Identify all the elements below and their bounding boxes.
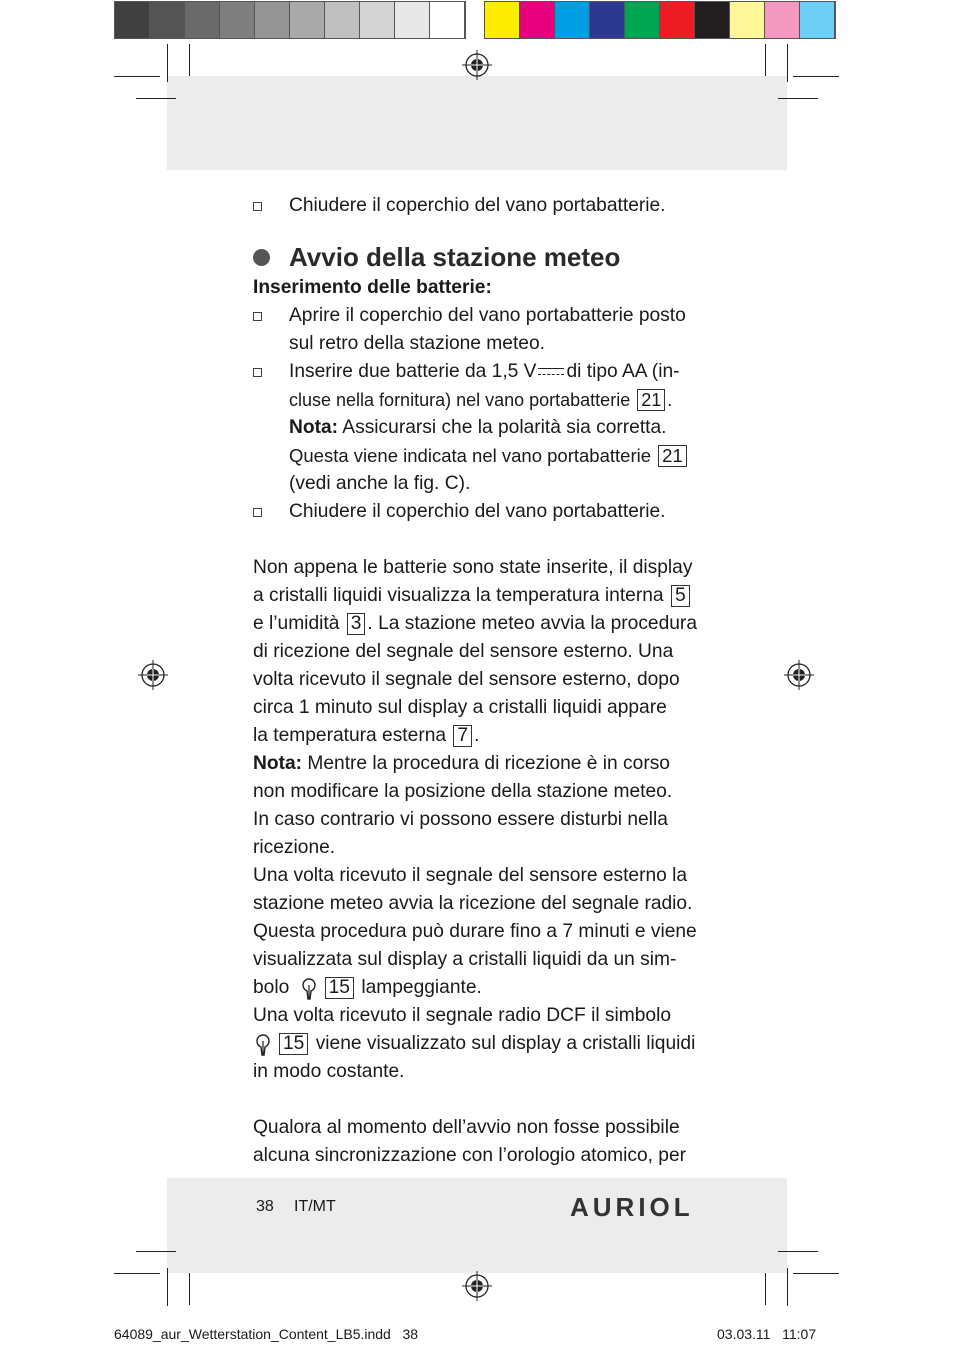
color-swatch bbox=[220, 2, 255, 38]
reference-number: 21 bbox=[658, 445, 687, 467]
color-swatch bbox=[150, 2, 185, 38]
color-swatch bbox=[115, 2, 150, 38]
color-swatch bbox=[660, 2, 695, 38]
checkbox-bullet-icon bbox=[253, 508, 262, 517]
footer-panel bbox=[167, 1178, 787, 1273]
list-item: Chiudere il coperchio del vano portabatterie. bbox=[253, 192, 713, 220]
color-swatch bbox=[485, 2, 520, 38]
reference-number: 15 bbox=[279, 1033, 308, 1055]
crop-mark bbox=[189, 44, 190, 76]
color-swatch bbox=[290, 2, 325, 38]
crop-mark bbox=[793, 1273, 839, 1274]
crop-mark bbox=[167, 1268, 168, 1306]
date-slug: 03.03.11 11:07 bbox=[717, 1326, 817, 1342]
paragraph: Qualora al momento dell’avvio non fosse possibile alcuna sincronizzazione con l’orologio atomico, per bbox=[253, 1117, 687, 1166]
file-slug: 64089_aur_Wetterstation_Content_LB5.indd 38 bbox=[114, 1326, 419, 1342]
crop-mark bbox=[114, 1273, 160, 1274]
crop-mark bbox=[167, 44, 168, 82]
crop-mark bbox=[114, 76, 160, 77]
registration-mark-icon bbox=[784, 660, 814, 690]
brand-logo: AURIOL bbox=[570, 1192, 694, 1222]
color-swatch bbox=[325, 2, 360, 38]
dc-voltage-icon bbox=[538, 365, 564, 379]
crop-mark bbox=[765, 1273, 766, 1305]
color-swatch bbox=[395, 2, 430, 38]
color-swatch bbox=[185, 2, 220, 38]
registration-mark-icon bbox=[462, 1271, 492, 1301]
page-content bbox=[253, 192, 713, 1170]
registration-mark-icon bbox=[462, 50, 492, 80]
crop-mark bbox=[787, 44, 788, 82]
color-swatch bbox=[360, 2, 395, 38]
crop-mark bbox=[765, 44, 766, 76]
color-swatch bbox=[430, 2, 465, 38]
gray-color-bar bbox=[114, 1, 466, 39]
color-swatch bbox=[800, 2, 835, 38]
color-swatch bbox=[255, 2, 290, 38]
page-number: 38 bbox=[256, 1198, 274, 1215]
crop-mark bbox=[136, 1251, 176, 1252]
crop-mark bbox=[793, 76, 839, 77]
color-swatch bbox=[765, 2, 800, 38]
list-item: Chiudere il coperchio del vano portabatterie. bbox=[253, 498, 713, 526]
color-swatch bbox=[555, 2, 590, 38]
reference-number: 21 bbox=[637, 389, 665, 411]
list-item: Inserire due batterie da 1,5 V di tipo AA (in- cluse nella fornitura) nel vano portabatterie 21 . Nota: Assicurarsi che la polarità sia corretta. Questa viene indicata nel vano portabatterie 21 (vedi anche la fig. C). bbox=[253, 358, 713, 498]
color-swatch bbox=[590, 2, 625, 38]
bullet-dot-icon bbox=[253, 249, 270, 266]
reference-number: 7 bbox=[453, 725, 472, 747]
crop-mark bbox=[189, 1273, 190, 1305]
language-code: IT/MT bbox=[294, 1198, 336, 1215]
antenna-signal-icon bbox=[253, 1032, 273, 1056]
checkbox-bullet-icon bbox=[253, 202, 262, 211]
checkbox-bullet-icon bbox=[253, 312, 262, 321]
process-color-bar bbox=[484, 1, 836, 39]
color-swatch bbox=[695, 2, 730, 38]
crop-mark bbox=[778, 98, 818, 99]
crop-mark bbox=[778, 1251, 818, 1252]
list-item: Aprire il coperchio del vano portabatterie posto sul retro della stazione meteo. bbox=[253, 302, 713, 358]
color-swatch bbox=[730, 2, 765, 38]
reference-number: 15 bbox=[325, 977, 354, 999]
checkbox-bullet-icon bbox=[253, 368, 262, 377]
color-swatch bbox=[520, 2, 555, 38]
antenna-signal-icon bbox=[299, 976, 319, 1000]
crop-mark bbox=[136, 98, 176, 99]
paragraph: Non appena le batterie sono state inserite, il display a cristalli liquidi visualizza la temperatura interna 5 e l’umidità 3 . La stazione meteo avvia la procedura di ricezione del segnale del sensore esterno. Una volta ricevuto il segnale del sensore esterno, dopo circa 1 minuto sul display a cristalli liquidi appare la temperatura esterna 7 . Nota: Mentre la procedura di ricezione è in corso non modificare la posizione della stazione meteo. In caso contrario vi possono essere disturbi nella ricezione. Una volta ricevuto il segnale del sensore esterno la stazione meteo avvia la ricezione del segnale radio. Questa procedura può durare fino a 7 minuti e viene visualizzata sul display a cristalli liquidi da un sim- bolo 15 lampeggiante. Una volta ricevuto il segnale radio DCF il simbolo 15 viene visualizzato sul display a cristalli liquidi in modo costante. bbox=[253, 557, 697, 1082]
color-swatch bbox=[625, 2, 660, 38]
reference-number: 3 bbox=[347, 613, 366, 635]
header-panel bbox=[167, 76, 787, 170]
crop-mark bbox=[787, 1268, 788, 1306]
subheading: Inserimento delle batterie: bbox=[253, 277, 492, 298]
registration-mark-icon bbox=[138, 660, 168, 690]
reference-number: 5 bbox=[671, 585, 690, 607]
section-heading: Avvio della stazione meteo bbox=[253, 240, 713, 274]
